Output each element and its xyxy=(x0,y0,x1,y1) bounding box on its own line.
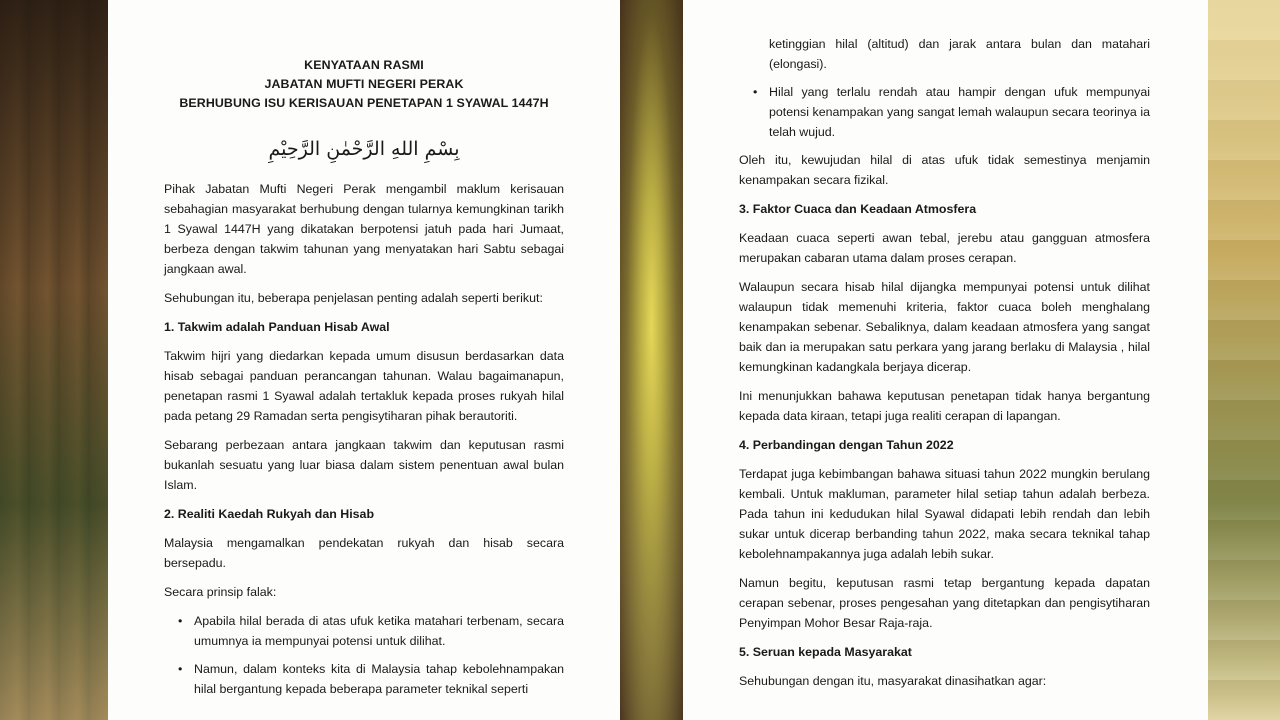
bullet-item: • Namun, dalam konteks kita di Malaysia tahap kebolehnampakan hilal bergantung kepada beberapa parameter teknikal seperti xyxy=(194,659,564,699)
section-5-paragraph-1: Sehubungan dengan itu, masyarakat dinasihatkan agar: xyxy=(739,674,1047,688)
section-1-paragraph-2: Sebarang perbezaan antara jangkaan takwim dan keputusan rasmi bukanlah sesuatu yang luar biasa dalam sistem penentuan awal bulan Islam. xyxy=(164,438,564,492)
section-4-paragraph-2: Namun begitu, keputusan rasmi tetap bergantung kepada dapatan cerapan sebenar, proses pengesahan yang ditetapkan dan pengisytiharan Penyimpan Mohor Besar Raja-raja. xyxy=(739,576,1150,630)
section-3-paragraph-3: Ini menunjukkan bahawa keputusan penetapan tidak hanya bergantung kepada data kiraan, tetapi juga realiti cerapan di lapangan. xyxy=(739,389,1150,423)
background-right-photo xyxy=(1208,0,1280,720)
section-4-heading: 4. Perbandingan dengan Tahun 2022 xyxy=(739,438,954,452)
basmalah-calligraphy: بِسْمِ اللهِ الرَّحْمٰنِ الرَّحِيْمِ xyxy=(268,138,460,160)
section-1-heading: 1. Takwim adalah Panduan Hisab Awal xyxy=(164,320,390,334)
title-line-2: JABATAN MUFTI NEGERI PERAK xyxy=(264,77,464,91)
title-line-1: KENYATAAN RASMI xyxy=(304,58,424,72)
section-5-heading: 5. Seruan kepada Masyarakat xyxy=(739,645,912,659)
paragraph-after-bullet: Oleh itu, kewujudan hilal di atas ufuk tidak semestinya menjamin kenampakan secara fizikal. xyxy=(739,153,1150,187)
section-1-paragraph-1: Takwim hijri yang diedarkan kepada umum disusun berdasarkan data hisab sebagai panduan perancangan tahunan. Walau bagaimanapun, penetapan rasmi 1 Syawal adalah tertakluk kepada proses rukyah hilal pada petang 29 Ramadan serta pengisytiharan pihak berautoriti. xyxy=(164,349,564,423)
document-page-right xyxy=(683,0,1208,720)
title-line-3: BERHUBUNG ISU KERISAUAN PENETAPAN 1 SYAWAL 1447H xyxy=(179,96,549,110)
document-page-left xyxy=(108,0,620,720)
section-2-heading: 2. Realiti Kaedah Rukyah dan Hisab xyxy=(164,507,375,521)
section-3-paragraph-1: Keadaan cuaca seperti awan tebal, jerebu atau gangguan atmosfera merupakan cabaran utama dalam proses cerapan. xyxy=(739,231,1150,265)
bullet-item: • Hilal yang terlalu rendah atau hampir dengan ufuk mempunyai potensi kenampakan yang sangat lemah walaupun secara teorinya ia telah wujud. xyxy=(769,82,1150,142)
bullet-item: • Apabila hilal berada di atas ufuk ketika matahari terbenam, secara umumnya ia mempunyai potensi untuk dilihat. xyxy=(194,611,564,651)
background-ketupat-photo xyxy=(620,0,683,720)
background-left-photo xyxy=(0,0,108,720)
right-bullet-list xyxy=(739,82,1150,142)
section-3-heading: 3. Faktor Cuaca dan Keadaan Atmosfera xyxy=(739,202,977,216)
section-2-bullet-list xyxy=(164,611,564,699)
section-2-paragraph-1: Malaysia mengamalkan pendekatan rukyah dan hisab secara bersepadu. xyxy=(164,536,564,570)
intro-paragraph: Pihak Jabatan Mufti Negeri Perak mengambil maklum kerisauan sebahagian masyarakat berhubung dengan tularnya kemungkinan tarikh 1 Syawal 1447H yang dikatakan berpotensi jatuh pada hari Jumaat, berbeza dengan takwim tahunan yang menyatakan hari Sabtu sebagai jangkaan awal. xyxy=(164,182,564,276)
lead-paragraph: Sehubungan itu, beberapa penjelasan penting adalah seperti berikut: xyxy=(164,291,543,305)
section-4-paragraph-1: Terdapat juga kebimbangan bahawa situasi tahun 2022 mungkin berulang kembali. Untuk makluman, parameter hilal setiap tahun adalah berbeza. Pada tahun ini kedudukan hilal Syawal didapati lebih rendah dan lebih sukar untuk dicerap berbanding tahun 2022, maka secara teknikal tahap kebolehnampakannya juga adalah lebih sukar. xyxy=(739,467,1150,561)
section-2-paragraph-2: Secara prinsip falak: xyxy=(164,585,277,599)
section-3-paragraph-2: Walaupun secara hisab hilal dijangka mempunyai potensi untuk dilihat walaupun tidak memenuhi kriteria, faktor cuaca boleh menghalang kenampakan sebenar. Sebaliknya, dalam keadaan atmosfera yang sangat baik dan ia merupakan satu perkara yang jarang berlaku di Malaysia , hilal kemungkinan kadangkala berjaya dicerap. xyxy=(739,280,1150,374)
continued-bullet-text: ketinggian hilal (altitud) dan jarak antara bulan dan matahari (elongasi). xyxy=(769,37,1150,71)
statement-title xyxy=(164,56,564,113)
